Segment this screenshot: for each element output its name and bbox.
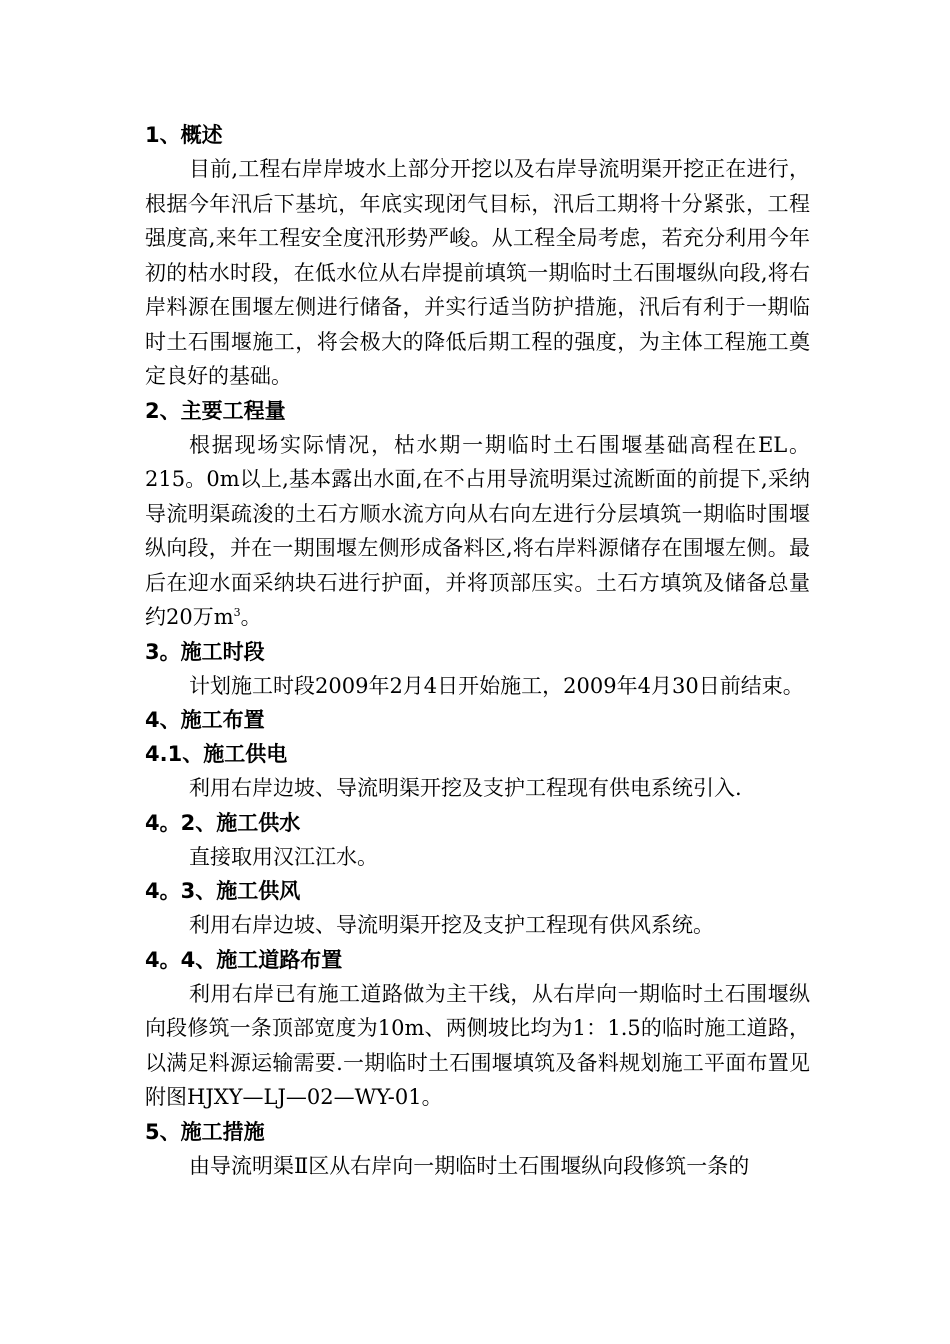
section-heading-water: 4。2、施工供水 <box>145 810 301 835</box>
schedule-paragraph: 计划施工时段2009年2月4日开始施工，2009年4月30日前结束。 <box>189 673 804 698</box>
section-heading-air: 4。3、施工供风 <box>145 879 301 903</box>
measures-paragraph: 由导流明渠Ⅱ区从右岸向一期临时土石围堰纵向段修筑一条的 <box>189 1153 750 1178</box>
quantities-text: 根据现场实际情况，枯水期一期临时土石围堰基础高程在EL。215。0m以上,基本露出水面,在不占用导流明渠过流断面的前提下,采纳导流明渠疏浚的土石方顺水流方向从右向左进行分层填筑一期临时围堰纵向段，并在一期围堰左侧形成备料区,将右岸料源储存在围堰左侧。最后在迎水面采纳块石进行护面，并将顶部压实。土石方填筑及储备总量约20万m <box>145 432 810 629</box>
document-page <box>145 118 810 1183</box>
roads-paragraph: 利用右岸已有施工道路做为主干线，从右岸向一期临时土石围堰纵向段修筑一条顶部宽度为10m、两侧坡比均为1：1.5的临时施工道路，以满足料源运输需要.一期临时土石围堰填筑及备料规划施工平面布置见附图HJXY—LJ—02—WY-01。 <box>145 981 810 1109</box>
power-paragraph: 利用右岸边坡、导流明渠开挖及支护工程现有供电系统引入. <box>189 776 742 800</box>
cubic-superscript: 3 <box>233 606 241 619</box>
section-heading-power: 4.1、施工供电 <box>145 742 288 766</box>
quantities-tail: 。 <box>240 605 262 629</box>
water-paragraph: 直接取用汉江江水。 <box>189 844 378 869</box>
section-heading-quantities: 2、主要工程量 <box>145 398 286 423</box>
quantities-paragraph <box>145 428 810 635</box>
overview-paragraph: 目前,工程右岸岸坡水上部分开挖以及右岸导流明渠开挖正在进行，根据今年汛后下基坑，年底实现闭气目标，汛后工期将十分紧张，工程强度高,来年工程安全度汛形势严峻。从工程全局考虑，若充分利用今年初的枯水时段，在低水位从右岸提前填筑一期临时土石围堰纵向段,将右岸料源在围堰左侧进行储备，并实行适当防护措施，汛后有利于一期临时土石围堰施工，将会极大的降低后期工程的强度，为主体工程施工奠定良好的基础。 <box>145 157 810 388</box>
section-heading-layout: 4、施工布置 <box>145 708 265 732</box>
section-heading-roads: 4。4、施工道路布置 <box>145 947 343 972</box>
air-paragraph: 利用右岸边坡、导流明渠开挖及支护工程现有供风系统。 <box>189 913 714 937</box>
section-heading-overview: 1、概述 <box>145 123 223 147</box>
section-heading-schedule: 3。施工时段 <box>145 639 265 664</box>
section-heading-measures: 5、施工措施 <box>145 1119 265 1144</box>
